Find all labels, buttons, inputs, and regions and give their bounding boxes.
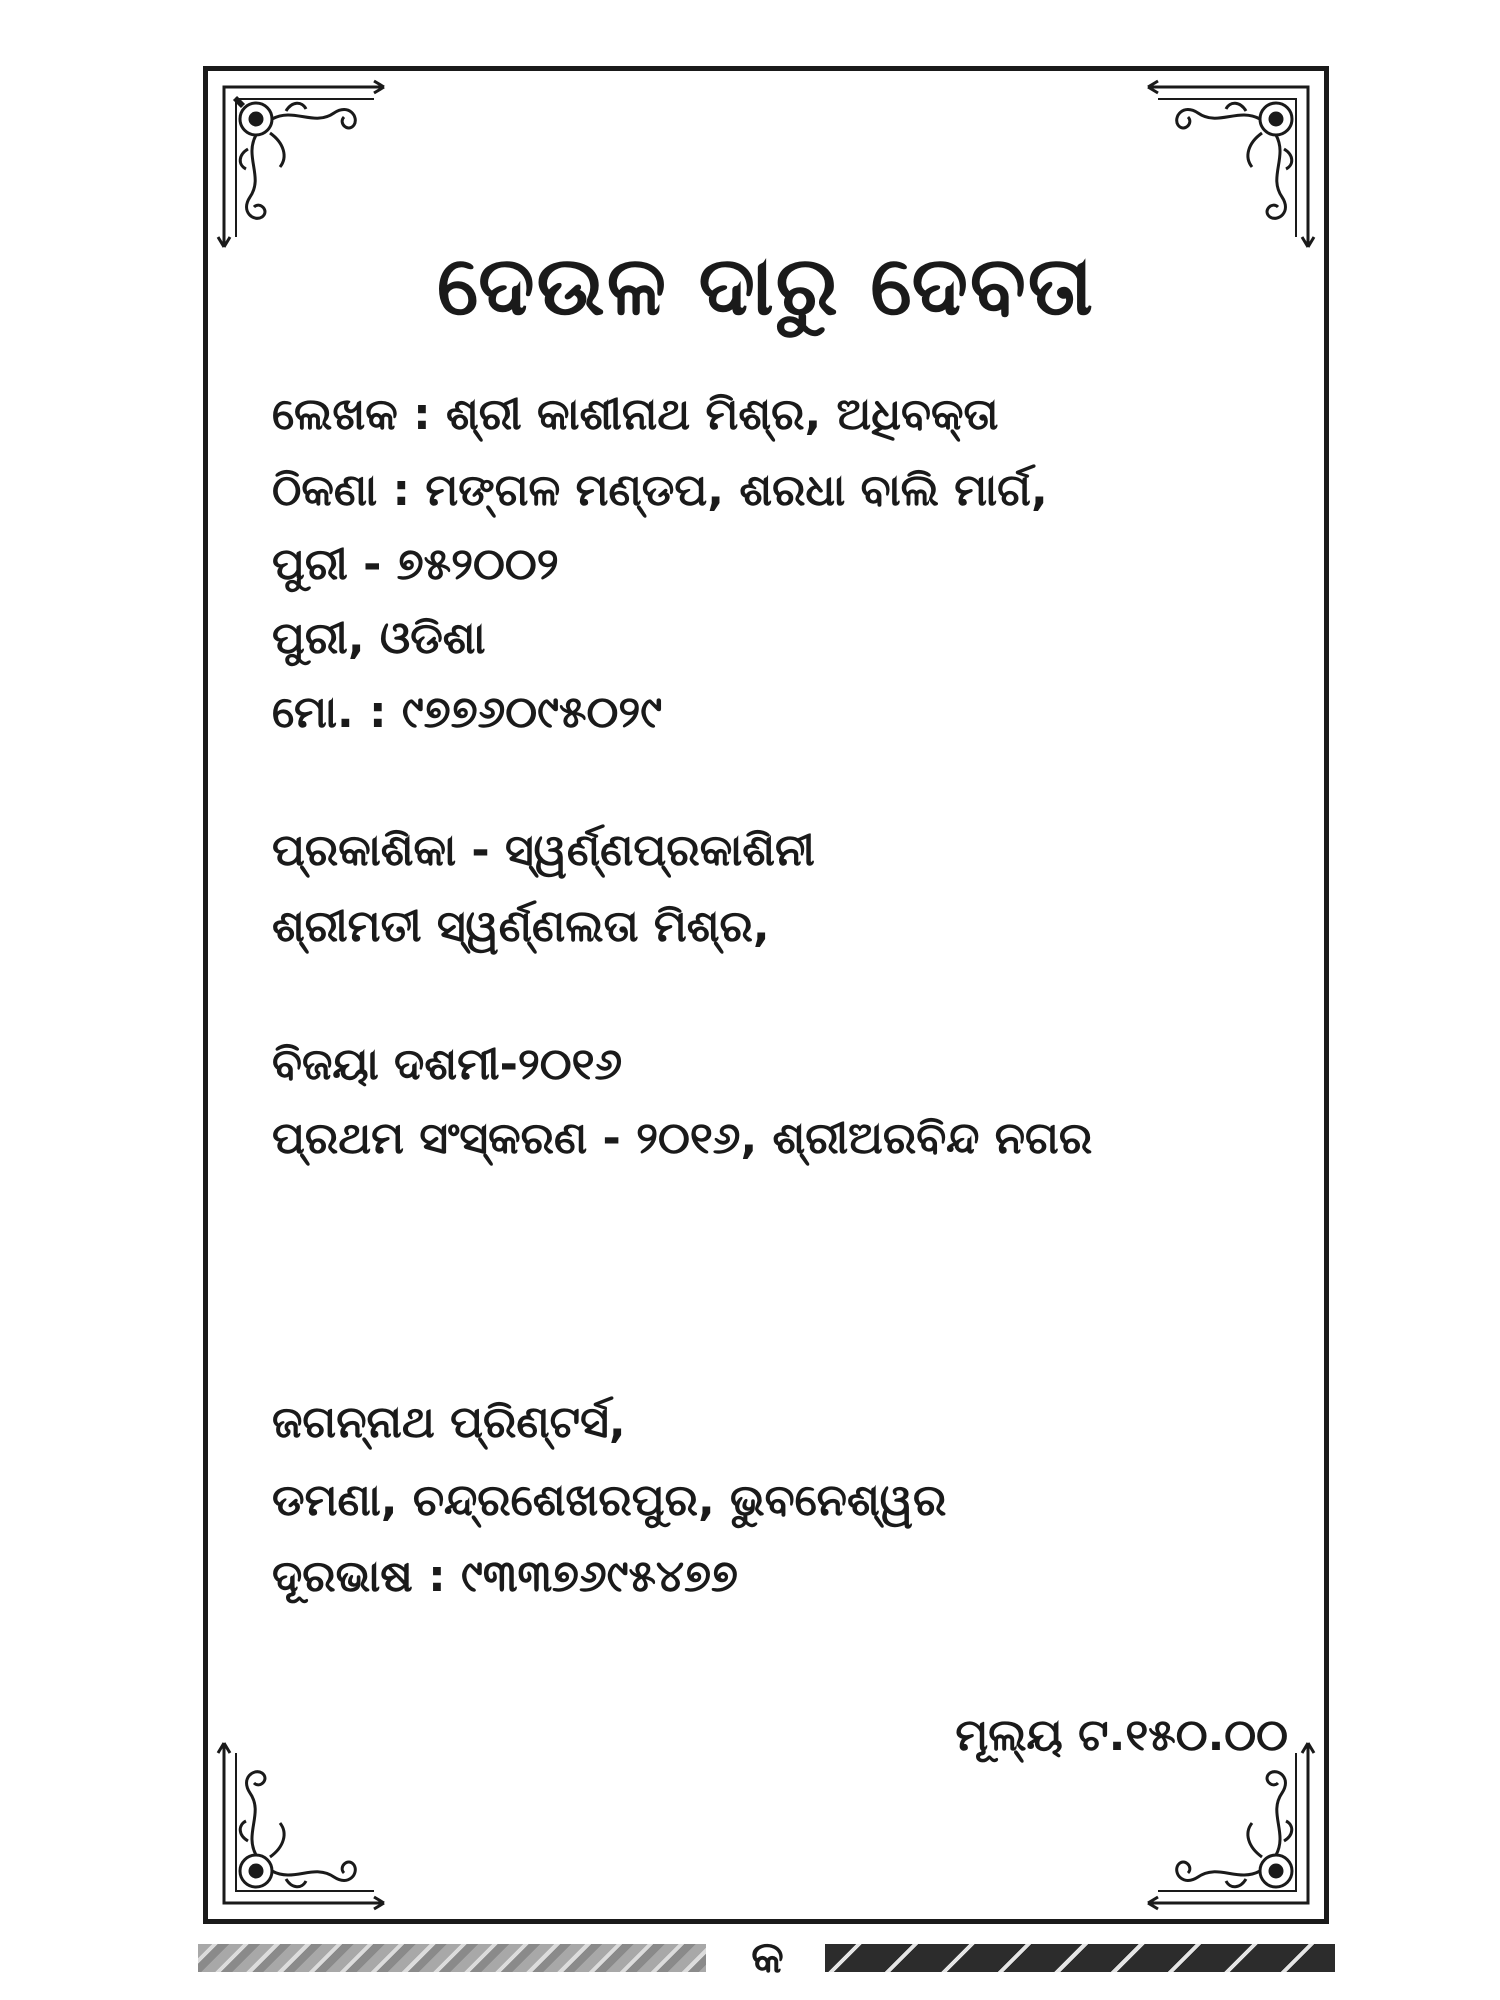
floral-corner-ornament-icon	[214, 77, 394, 257]
page-border	[203, 66, 1329, 1924]
publisher-line: ପ୍ରକାଶିକା - ସ୍ୱର୍ଣ୍ଣପ୍ରକାଶିନୀ	[272, 825, 815, 876]
printer-phone: ଦୂରଭାଷ : ୯୩୩୭୬୯୫୪୭୭	[272, 1551, 738, 1602]
author-address-line-1: ଠିକଣା : ମଙ୍ଗଳ ମଣ୍ଡପ, ଶରଧା ବାଲି ମାର୍ଗ,	[272, 465, 1048, 516]
footer-band-left	[198, 1944, 706, 1972]
printer-address: ଡମଣା, ଚନ୍ଦ୍ରଶେଖରପୁର, ଭୁବନେଶ୍ୱର	[272, 1475, 947, 1526]
author-mobile: ମୋ. : ୯୭୭୬୦୯୫୦୨୯	[272, 687, 663, 738]
floral-corner-ornament-icon	[214, 1733, 394, 1913]
book-title: ଦେଉଳ ଦାରୁ ଦେବତା	[437, 239, 1095, 334]
price-label: ମୂଲ୍ୟ ଟ.୧୫୦.୦୦	[955, 1710, 1288, 1761]
page-number: କ	[751, 1932, 784, 1983]
publisher-name: ଶ୍ରୀମତୀ ସ୍ୱର୍ଣ୍ଣଲତା ମିଶ୍ର,	[272, 901, 770, 952]
edition-date: ବିଜୟା ଦଶମୀ-୨୦୧୬	[272, 1039, 623, 1090]
floral-corner-ornament-icon	[1138, 77, 1318, 257]
footer-band-right	[825, 1944, 1335, 1972]
author-address-line-2: ପୁରୀ - ୭୫୨୦୦୨	[272, 539, 559, 590]
printer-name: ଜଗନ୍ନାଥ ପ୍ରିଣ୍ଟର୍ସ,	[272, 1397, 626, 1448]
author-line: ଲେଖକ : ଶ୍ରୀ କାଶୀନାଥ ମିଶ୍ର, ଅଧିବକ୍ତା	[272, 389, 999, 440]
author-address-line-3: ପୁରୀ, ଓଡିଶା	[272, 613, 486, 664]
edition-first: ପ୍ରଥମ ସଂସ୍କରଣ - ୨୦୧୬, ଶ୍ରୀଅରବିନ୍ଦ ନଗର	[272, 1113, 1093, 1164]
